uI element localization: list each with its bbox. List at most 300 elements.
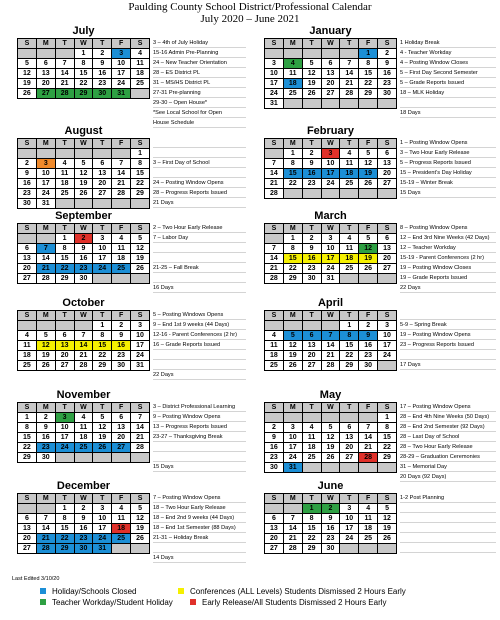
weekday-header: M bbox=[36, 224, 55, 234]
day-cell: 23 bbox=[265, 453, 284, 463]
weekday-header: S bbox=[131, 311, 150, 321]
day-cell: 19 bbox=[302, 79, 321, 89]
day-cell: 16 bbox=[74, 254, 93, 264]
day-cell: 13 bbox=[265, 524, 284, 534]
note-line bbox=[153, 243, 246, 253]
day-cell: 1 bbox=[74, 49, 93, 59]
month-name: June bbox=[317, 480, 344, 492]
day-cell: 9 bbox=[36, 423, 55, 433]
day-cell: 1 bbox=[359, 49, 378, 59]
note-line: 15 Days bbox=[400, 188, 496, 198]
empty-day-cell bbox=[265, 321, 284, 331]
empty-day-cell bbox=[378, 274, 397, 284]
day-cell: 18 bbox=[359, 524, 378, 534]
note-line bbox=[400, 503, 496, 513]
weekday-header: F bbox=[112, 403, 131, 413]
weekday-header: W bbox=[321, 403, 340, 413]
day-cell: 21 bbox=[112, 179, 131, 189]
weekday-header: T bbox=[302, 224, 321, 234]
day-cell: 26 bbox=[93, 443, 112, 453]
day-cell: 14 bbox=[359, 433, 378, 443]
empty-day-cell bbox=[36, 149, 55, 159]
weekday-header: S bbox=[378, 224, 397, 234]
weekday-header: T bbox=[302, 139, 321, 149]
empty-day-cell bbox=[378, 463, 397, 473]
weekday-header: F bbox=[112, 311, 131, 321]
note-line: 21-31 – Holiday Break bbox=[153, 533, 246, 543]
day-cell: 13 bbox=[378, 244, 397, 254]
day-cell: 8 bbox=[74, 59, 93, 69]
day-cell: 21 bbox=[340, 79, 359, 89]
day-cell: 8 bbox=[378, 423, 397, 433]
day-cell: 14 bbox=[321, 341, 340, 351]
note-line: 13 – Progress Reports Issued bbox=[153, 422, 246, 432]
day-cell: 10 bbox=[131, 331, 150, 341]
day-cell: 25 bbox=[265, 361, 284, 371]
day-cell: 8 bbox=[302, 514, 321, 524]
weekday-header: S bbox=[18, 139, 37, 149]
empty-day-cell bbox=[283, 504, 302, 514]
day-cell: 30 bbox=[321, 544, 340, 554]
day-cell: 7 bbox=[321, 331, 340, 341]
weekday-header: S bbox=[131, 494, 150, 504]
day-cell: 20 bbox=[93, 179, 112, 189]
day-cell: 10 bbox=[321, 159, 340, 169]
day-cell: 19 bbox=[93, 433, 112, 443]
month-name: July bbox=[72, 25, 95, 37]
day-cell: 22 bbox=[302, 534, 321, 544]
note-line bbox=[153, 543, 246, 553]
empty-day-cell bbox=[359, 189, 378, 199]
note-line bbox=[400, 310, 496, 320]
note-line bbox=[400, 98, 496, 108]
day-cell: 1 bbox=[283, 234, 302, 244]
note-line: 5-9 – Spring Break bbox=[400, 320, 496, 330]
month-notes bbox=[153, 493, 246, 563]
day-cell: 10 bbox=[93, 244, 112, 254]
day-cell: 11 bbox=[131, 59, 150, 69]
empty-day-cell bbox=[321, 413, 340, 423]
day-cell: 11 bbox=[340, 159, 359, 169]
empty-day-cell bbox=[265, 49, 284, 59]
day-cell: 18 bbox=[55, 179, 74, 189]
calendar-title: Paulding County School District/Professional Calendar bbox=[128, 1, 372, 13]
day-cell: 28 bbox=[340, 89, 359, 99]
empty-day-cell bbox=[55, 453, 74, 463]
note-line: 22 Days bbox=[400, 283, 496, 293]
empty-day-cell bbox=[340, 49, 359, 59]
day-cell: 16 bbox=[18, 179, 37, 189]
weekday-header: T bbox=[55, 311, 74, 321]
day-cell: 5 bbox=[18, 59, 37, 69]
day-cell: 19 bbox=[378, 524, 397, 534]
day-cell: 18 bbox=[131, 69, 150, 79]
weekday-header: S bbox=[265, 403, 284, 413]
day-cell: 15 bbox=[302, 524, 321, 534]
day-cell: 30 bbox=[359, 361, 378, 371]
day-cell: 9 bbox=[359, 331, 378, 341]
day-cell: 9 bbox=[321, 514, 340, 524]
day-cell: 14 bbox=[55, 69, 74, 79]
note-line bbox=[153, 360, 246, 370]
day-cell: 18 bbox=[74, 433, 93, 443]
day-cell: 8 bbox=[359, 59, 378, 69]
empty-day-cell bbox=[18, 234, 37, 244]
note-line bbox=[153, 138, 246, 148]
day-cell: 8 bbox=[283, 159, 302, 169]
note-line bbox=[153, 442, 246, 452]
day-cell: 30 bbox=[36, 453, 55, 463]
day-cell: 17 bbox=[265, 79, 284, 89]
note-line: 28 – Progress Reports Issued bbox=[153, 188, 246, 198]
day-cell: 2 bbox=[112, 321, 131, 331]
day-cell: 21 bbox=[36, 534, 55, 544]
empty-day-cell bbox=[283, 413, 302, 423]
day-cell: 1 bbox=[93, 321, 112, 331]
weekday-header: M bbox=[36, 139, 55, 149]
day-cell: 15 bbox=[74, 69, 93, 79]
empty-day-cell bbox=[283, 321, 302, 331]
day-cell: 21 bbox=[55, 79, 74, 89]
day-cell: 4 bbox=[112, 234, 131, 244]
day-cell: 8 bbox=[55, 514, 74, 524]
day-cell: 25 bbox=[302, 453, 321, 463]
month-notes bbox=[400, 493, 496, 553]
day-cell: 20 bbox=[378, 254, 397, 264]
day-cell: 24 bbox=[265, 89, 284, 99]
day-cell: 29 bbox=[55, 544, 74, 554]
day-cell: 11 bbox=[18, 341, 37, 351]
day-cell: 28 bbox=[131, 443, 150, 453]
day-cell: 23 bbox=[74, 264, 93, 274]
day-cell: 8 bbox=[55, 244, 74, 254]
day-cell: 17 bbox=[340, 524, 359, 534]
empty-day-cell bbox=[18, 49, 37, 59]
day-cell: 21 bbox=[36, 264, 55, 274]
day-cell: 17 bbox=[93, 524, 112, 534]
month-grid bbox=[17, 223, 150, 284]
day-cell: 22 bbox=[378, 443, 397, 453]
month-october bbox=[0, 298, 250, 385]
day-cell: 7 bbox=[265, 159, 284, 169]
day-cell: 6 bbox=[36, 59, 55, 69]
day-cell: 29 bbox=[283, 274, 302, 284]
note-line bbox=[400, 533, 496, 543]
day-cell: 2 bbox=[93, 49, 112, 59]
day-cell: 22 bbox=[131, 179, 150, 189]
day-cell: 10 bbox=[36, 169, 55, 179]
day-cell: 14 bbox=[36, 254, 55, 264]
day-cell: 16 bbox=[93, 69, 112, 79]
day-cell: 29 bbox=[302, 544, 321, 554]
note-line: 9 – Posting Window Opens bbox=[153, 412, 246, 422]
weekday-header: T bbox=[93, 403, 112, 413]
day-cell: 21 bbox=[131, 433, 150, 443]
day-cell: 27 bbox=[112, 443, 131, 453]
month-notes bbox=[153, 223, 246, 293]
month-may bbox=[250, 389, 500, 480]
day-cell: 8 bbox=[18, 423, 37, 433]
day-cell: 16 bbox=[36, 433, 55, 443]
month-grid bbox=[17, 493, 150, 554]
day-cell: 23 bbox=[18, 189, 37, 199]
day-cell: 28 bbox=[265, 189, 284, 199]
empty-day-cell bbox=[265, 149, 284, 159]
day-cell: 1 bbox=[340, 321, 359, 331]
weekday-header: F bbox=[112, 39, 131, 49]
day-cell: 1 bbox=[55, 504, 74, 514]
day-cell: 17 bbox=[36, 179, 55, 189]
green-swatch-icon bbox=[40, 599, 46, 605]
day-cell: 18 bbox=[112, 254, 131, 264]
day-cell: 22 bbox=[340, 351, 359, 361]
day-cell: 31 bbox=[93, 544, 112, 554]
day-cell: 6 bbox=[55, 331, 74, 341]
day-cell: 19 bbox=[359, 254, 378, 264]
weekday-header: W bbox=[74, 494, 93, 504]
day-cell: 14 bbox=[131, 423, 150, 433]
weekday-header: S bbox=[18, 403, 37, 413]
day-cell: 19 bbox=[359, 169, 378, 179]
day-cell: 24 bbox=[378, 351, 397, 361]
day-cell: 18 bbox=[302, 443, 321, 453]
note-line: 16 Days bbox=[153, 283, 246, 293]
day-cell: 3 bbox=[93, 234, 112, 244]
day-cell: 27 bbox=[55, 361, 74, 371]
month-name: December bbox=[56, 480, 111, 492]
month-notes bbox=[153, 402, 246, 472]
day-cell: 24 bbox=[112, 79, 131, 89]
day-cell: 26 bbox=[36, 361, 55, 371]
month-december bbox=[0, 481, 250, 568]
note-line bbox=[400, 543, 496, 553]
empty-day-cell bbox=[378, 99, 397, 109]
note-line: 18 – End 2nd 9 weeks (44 Days) bbox=[153, 513, 246, 523]
empty-day-cell bbox=[302, 463, 321, 473]
day-cell: 9 bbox=[265, 433, 284, 443]
empty-day-cell bbox=[74, 149, 93, 159]
note-line: 19 – Grade Reports Issued bbox=[400, 273, 496, 283]
day-cell: 13 bbox=[18, 524, 37, 534]
day-cell: 17 bbox=[378, 341, 397, 351]
note-line bbox=[153, 168, 246, 178]
weekday-header: W bbox=[321, 224, 340, 234]
weekday-header: F bbox=[359, 311, 378, 321]
weekday-header: W bbox=[74, 311, 93, 321]
day-cell: 5 bbox=[131, 504, 150, 514]
day-cell: 14 bbox=[265, 254, 284, 264]
day-cell: 18 bbox=[340, 169, 359, 179]
day-cell: 27 bbox=[93, 189, 112, 199]
day-cell: 27 bbox=[265, 544, 284, 554]
day-cell: 4 bbox=[74, 413, 93, 423]
day-cell: 31 bbox=[265, 99, 284, 109]
empty-day-cell bbox=[131, 89, 150, 99]
day-cell: 27 bbox=[340, 453, 359, 463]
note-line: 28 – End 2nd Semester (92 Days) bbox=[400, 422, 496, 432]
month-september bbox=[0, 211, 250, 298]
day-cell: 9 bbox=[18, 169, 37, 179]
empty-day-cell bbox=[321, 321, 340, 331]
note-line: 28 – ES District PL bbox=[153, 68, 246, 78]
day-cell: 19 bbox=[74, 179, 93, 189]
weekday-header: F bbox=[359, 494, 378, 504]
day-cell: 26 bbox=[131, 534, 150, 544]
weekday-header: F bbox=[112, 139, 131, 149]
weekday-header: S bbox=[378, 39, 397, 49]
day-cell: 20 bbox=[18, 264, 37, 274]
day-cell: 28 bbox=[112, 189, 131, 199]
day-cell: 24 bbox=[321, 264, 340, 274]
day-cell: 2 bbox=[321, 504, 340, 514]
day-cell: 8 bbox=[131, 159, 150, 169]
weekday-header: M bbox=[283, 139, 302, 149]
day-cell: 22 bbox=[55, 264, 74, 274]
day-cell: 8 bbox=[340, 331, 359, 341]
calendar-subtitle: July 2020 – June 2021 bbox=[200, 13, 300, 25]
month-name: January bbox=[309, 25, 352, 37]
empty-day-cell bbox=[131, 453, 150, 463]
day-cell: 17 bbox=[55, 433, 74, 443]
empty-day-cell bbox=[359, 544, 378, 554]
day-cell: 4 bbox=[340, 149, 359, 159]
day-cell: 11 bbox=[112, 244, 131, 254]
weekday-header: F bbox=[359, 403, 378, 413]
day-cell: 15 bbox=[283, 254, 302, 264]
month-grid bbox=[17, 138, 150, 209]
note-line bbox=[400, 513, 496, 523]
month-notes bbox=[400, 402, 496, 482]
note-line: 5 – First Day Second Semester bbox=[400, 68, 496, 78]
empty-day-cell bbox=[378, 544, 397, 554]
day-cell: 30 bbox=[265, 463, 284, 473]
day-cell: 6 bbox=[340, 423, 359, 433]
empty-day-cell bbox=[18, 321, 37, 331]
weekday-header: W bbox=[321, 139, 340, 149]
note-line: 3 – First Day of School bbox=[153, 158, 246, 168]
day-cell: 16 bbox=[265, 443, 284, 453]
month-november bbox=[0, 390, 250, 477]
day-cell: 4 bbox=[283, 59, 302, 69]
empty-day-cell bbox=[302, 189, 321, 199]
note-line: 23-27 – Thanksgiving Break bbox=[153, 432, 246, 442]
day-cell: 2 bbox=[378, 49, 397, 59]
day-cell: 23 bbox=[74, 534, 93, 544]
weekday-header: S bbox=[265, 139, 284, 149]
weekday-header: T bbox=[93, 39, 112, 49]
note-line: 12-16 - Parent Conferences (2 hr) bbox=[153, 330, 246, 340]
month-april bbox=[250, 298, 500, 385]
day-cell: 30 bbox=[18, 199, 37, 209]
day-cell: 1 bbox=[55, 234, 74, 244]
day-cell: 3 bbox=[265, 59, 284, 69]
day-cell: 15 bbox=[378, 433, 397, 443]
day-cell: 10 bbox=[283, 433, 302, 443]
empty-day-cell bbox=[131, 544, 150, 554]
day-cell: 27 bbox=[18, 274, 37, 284]
day-cell: 18 bbox=[265, 351, 284, 361]
day-cell: 5 bbox=[359, 234, 378, 244]
note-line: 20 Days (92 Days) bbox=[400, 472, 496, 482]
day-cell: 23 bbox=[112, 351, 131, 361]
weekday-header: W bbox=[74, 224, 93, 234]
legend-closed: Holiday/Schools Closed bbox=[40, 587, 137, 597]
day-cell: 20 bbox=[302, 351, 321, 361]
empty-day-cell bbox=[112, 453, 131, 463]
weekday-header: T bbox=[93, 139, 112, 149]
day-cell: 28 bbox=[36, 544, 55, 554]
day-cell: 14 bbox=[283, 524, 302, 534]
day-cell: 24 bbox=[93, 264, 112, 274]
month-notes bbox=[153, 310, 246, 380]
day-cell: 25 bbox=[55, 189, 74, 199]
note-line: 21-25 – Fall Break bbox=[153, 263, 246, 273]
day-cell: 4 bbox=[302, 423, 321, 433]
day-cell: 24 bbox=[36, 189, 55, 199]
month-grid bbox=[17, 310, 150, 371]
last-edited: Last Edited 3/10/20 bbox=[12, 576, 60, 582]
weekday-header: M bbox=[36, 311, 55, 321]
day-cell: 2 bbox=[74, 504, 93, 514]
day-cell: 5 bbox=[321, 423, 340, 433]
day-cell: 3 bbox=[93, 504, 112, 514]
day-cell: 6 bbox=[18, 244, 37, 254]
day-cell: 18 bbox=[340, 254, 359, 264]
day-cell: 30 bbox=[112, 361, 131, 371]
empty-day-cell bbox=[321, 189, 340, 199]
empty-day-cell bbox=[36, 234, 55, 244]
weekday-header: S bbox=[265, 494, 284, 504]
day-cell: 14 bbox=[74, 341, 93, 351]
day-cell: 19 bbox=[131, 254, 150, 264]
day-cell: 24 bbox=[93, 534, 112, 544]
day-cell: 31 bbox=[131, 361, 150, 371]
day-cell: 15 bbox=[55, 524, 74, 534]
blue-swatch-icon bbox=[40, 588, 46, 594]
empty-day-cell bbox=[93, 149, 112, 159]
month-name: May bbox=[319, 389, 342, 401]
day-cell: 5 bbox=[283, 331, 302, 341]
day-cell: 9 bbox=[378, 59, 397, 69]
empty-day-cell bbox=[265, 234, 284, 244]
month-notes bbox=[153, 38, 246, 128]
weekday-header: T bbox=[302, 39, 321, 49]
note-line: 15 Days bbox=[153, 462, 246, 472]
day-cell: 10 bbox=[55, 423, 74, 433]
day-cell: 11 bbox=[359, 514, 378, 524]
day-cell: 25 bbox=[131, 79, 150, 89]
day-cell: 4 bbox=[131, 49, 150, 59]
weekday-header: T bbox=[93, 311, 112, 321]
day-cell: 16 bbox=[112, 341, 131, 351]
day-cell: 13 bbox=[18, 254, 37, 264]
empty-day-cell bbox=[112, 274, 131, 284]
empty-day-cell bbox=[36, 504, 55, 514]
empty-day-cell bbox=[55, 149, 74, 159]
empty-day-cell bbox=[112, 544, 131, 554]
empty-day-cell bbox=[283, 49, 302, 59]
empty-day-cell bbox=[131, 199, 150, 209]
note-line: 15 – President’s Day Holiday bbox=[400, 168, 496, 178]
note-line: 8 – Posting Window Opens bbox=[400, 223, 496, 233]
day-cell: 13 bbox=[93, 169, 112, 179]
empty-day-cell bbox=[74, 199, 93, 209]
weekday-header: M bbox=[283, 403, 302, 413]
day-cell: 7 bbox=[359, 423, 378, 433]
empty-day-cell bbox=[93, 274, 112, 284]
day-cell: 21 bbox=[74, 351, 93, 361]
note-line: 2 – Two Hour Early Release bbox=[153, 223, 246, 233]
